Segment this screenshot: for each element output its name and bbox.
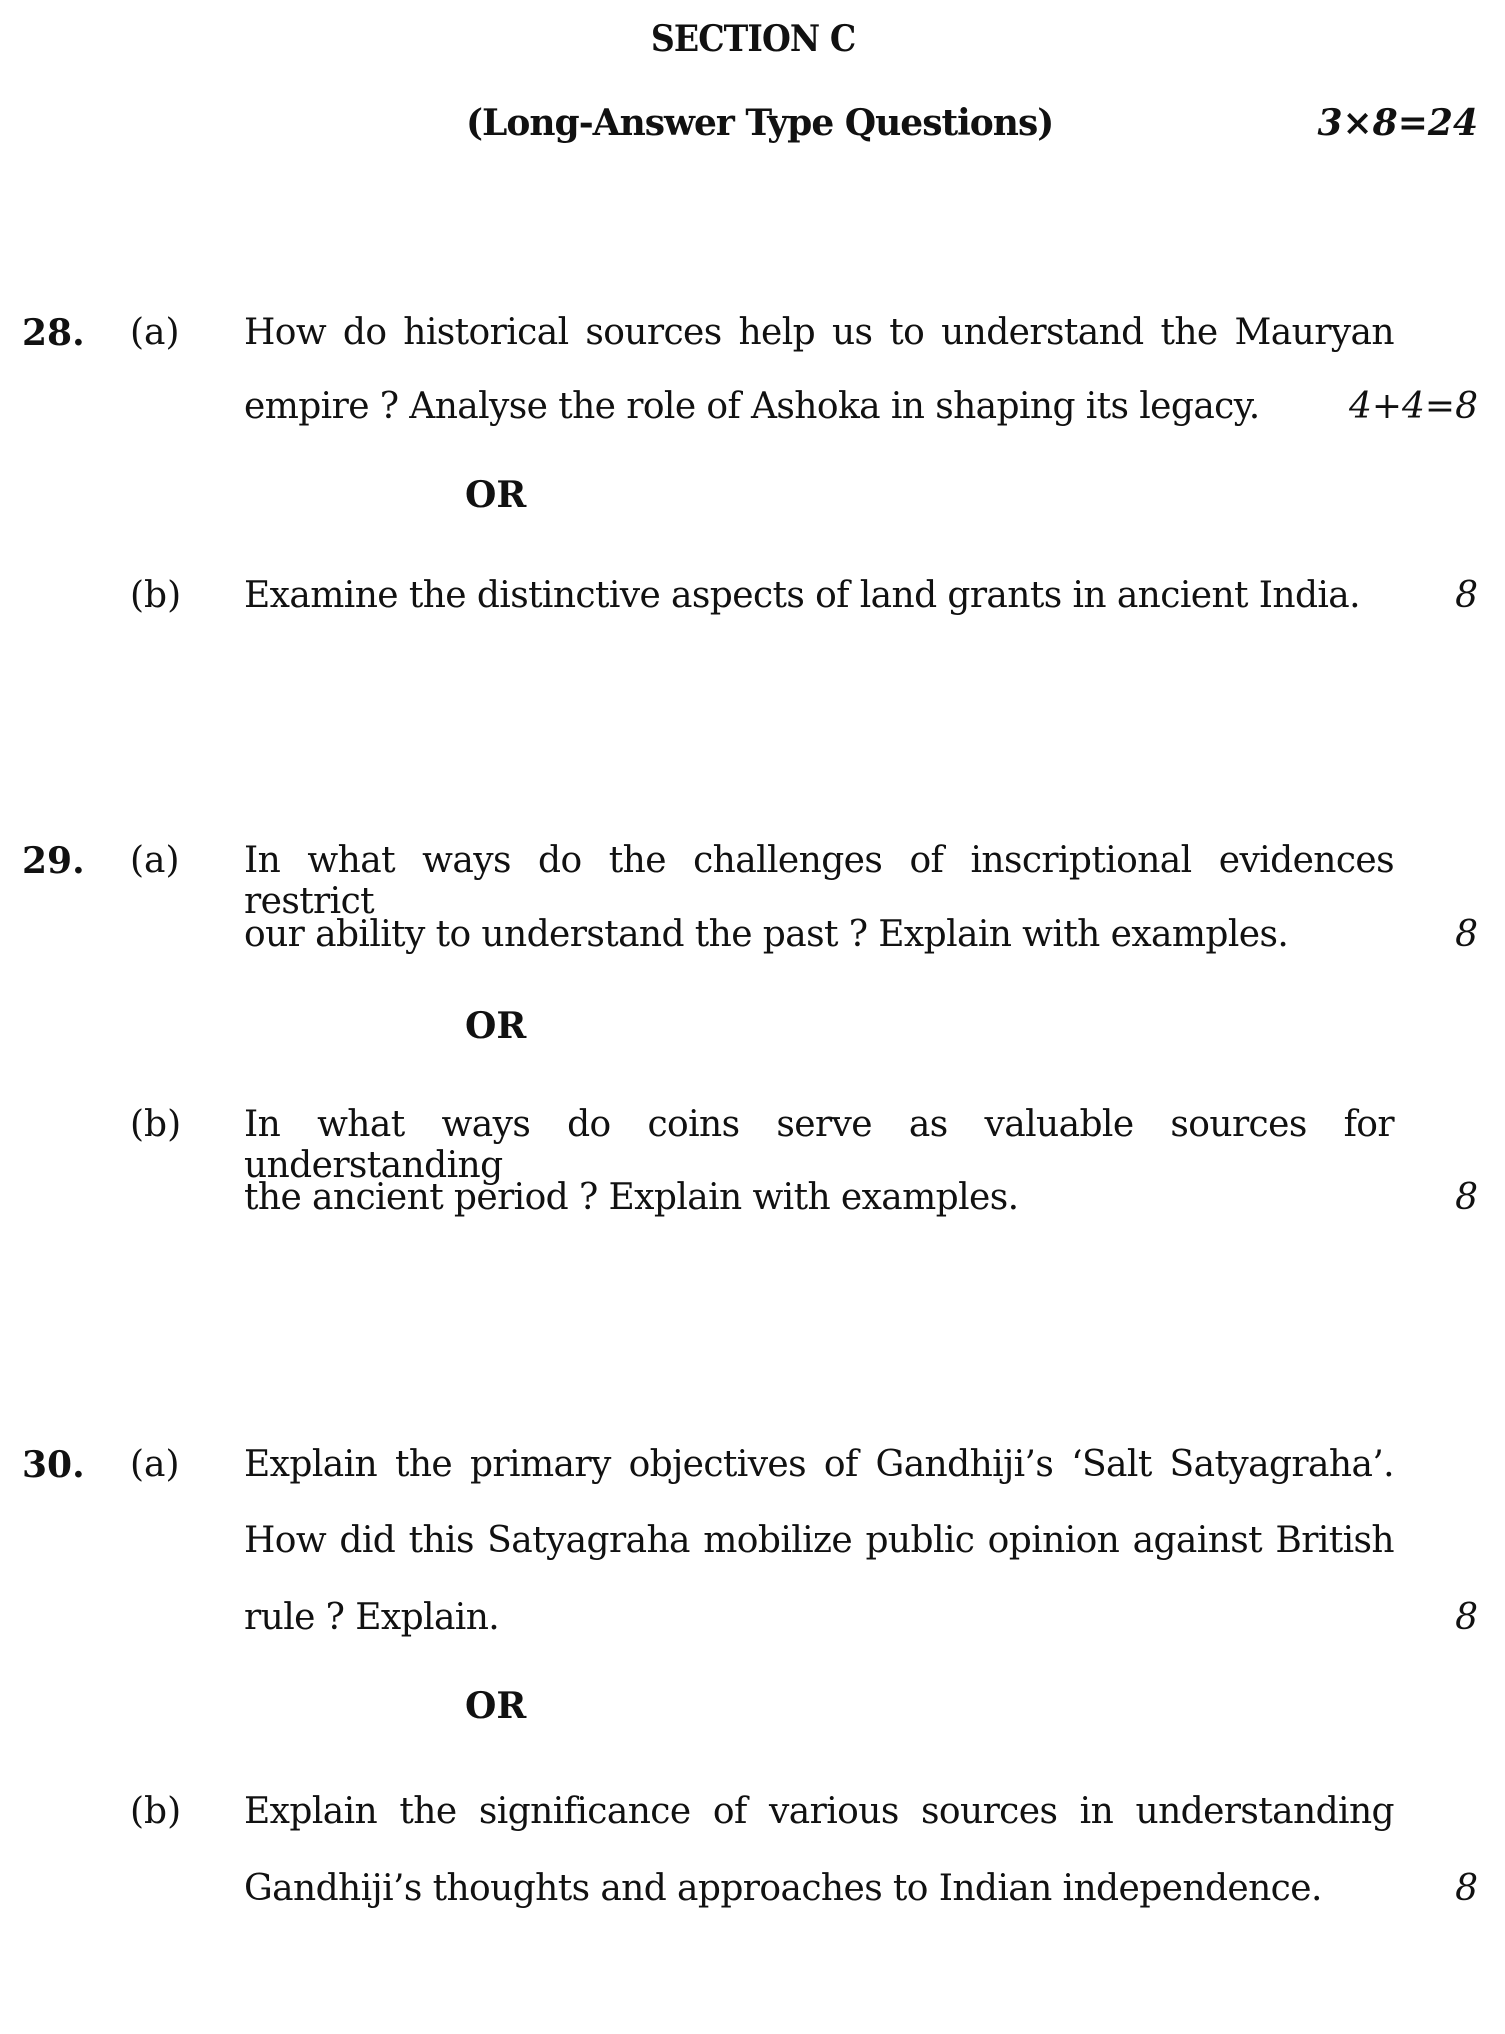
question-text-line: In what ways do coins serve as valuable sources for understanding: [244, 1104, 1394, 1186]
or-divider: OR: [465, 1005, 527, 1047]
marks: 8: [1455, 1868, 1478, 1909]
question-number: 30.: [22, 1444, 85, 1486]
question-text-line: Gandhiji’s thoughts and approaches to Indian independence.: [244, 1868, 1322, 1909]
or-divider: OR: [465, 1685, 527, 1727]
part-label-a: (a): [130, 840, 180, 881]
part-label-b: (b): [130, 1791, 182, 1832]
question-text-line: the ancient period ? Explain with examples.: [244, 1177, 1019, 1218]
marks: 8: [1455, 1177, 1478, 1218]
question-text-line: our ability to understand the past ? Explain with examples.: [244, 914, 1289, 955]
marks: 8: [1455, 1597, 1478, 1638]
question-text-line: In what ways do the challenges of inscriptional evidences restrict: [244, 840, 1394, 922]
question-text-line: Explain the significance of various sources in understanding: [244, 1791, 1394, 1832]
part-label-b: (b): [130, 575, 182, 616]
section-total-marks: 3×8=24: [1317, 102, 1478, 144]
question-text-line: rule ? Explain.: [244, 1597, 500, 1638]
question-text-line: empire ? Analyse the role of Ashoka in shaping its legacy.: [244, 386, 1260, 427]
part-label-a: (a): [130, 1444, 180, 1485]
marks: 8: [1455, 914, 1478, 955]
question-text-line: How do historical sources help us to understand the Mauryan: [244, 312, 1394, 353]
marks: 8: [1455, 575, 1478, 616]
section-title: SECTION C: [650, 18, 856, 60]
question-text-line: Examine the distinctive aspects of land grants in ancient India.: [244, 575, 1361, 616]
part-label-b: (b): [130, 1104, 182, 1145]
question-text-line: Explain the primary objectives of Gandhiji’s ‘Salt Satyagraha’.: [244, 1444, 1394, 1485]
or-divider: OR: [465, 474, 527, 516]
section-subtitle: (Long-Answer Type Questions): [466, 102, 1054, 144]
question-number: 29.: [22, 840, 85, 882]
question-number: 28.: [22, 312, 85, 354]
marks: 4+4=8: [1348, 386, 1478, 427]
part-label-a: (a): [130, 312, 180, 353]
question-text-line: How did this Satyagraha mobilize public opinion against British: [244, 1520, 1394, 1561]
